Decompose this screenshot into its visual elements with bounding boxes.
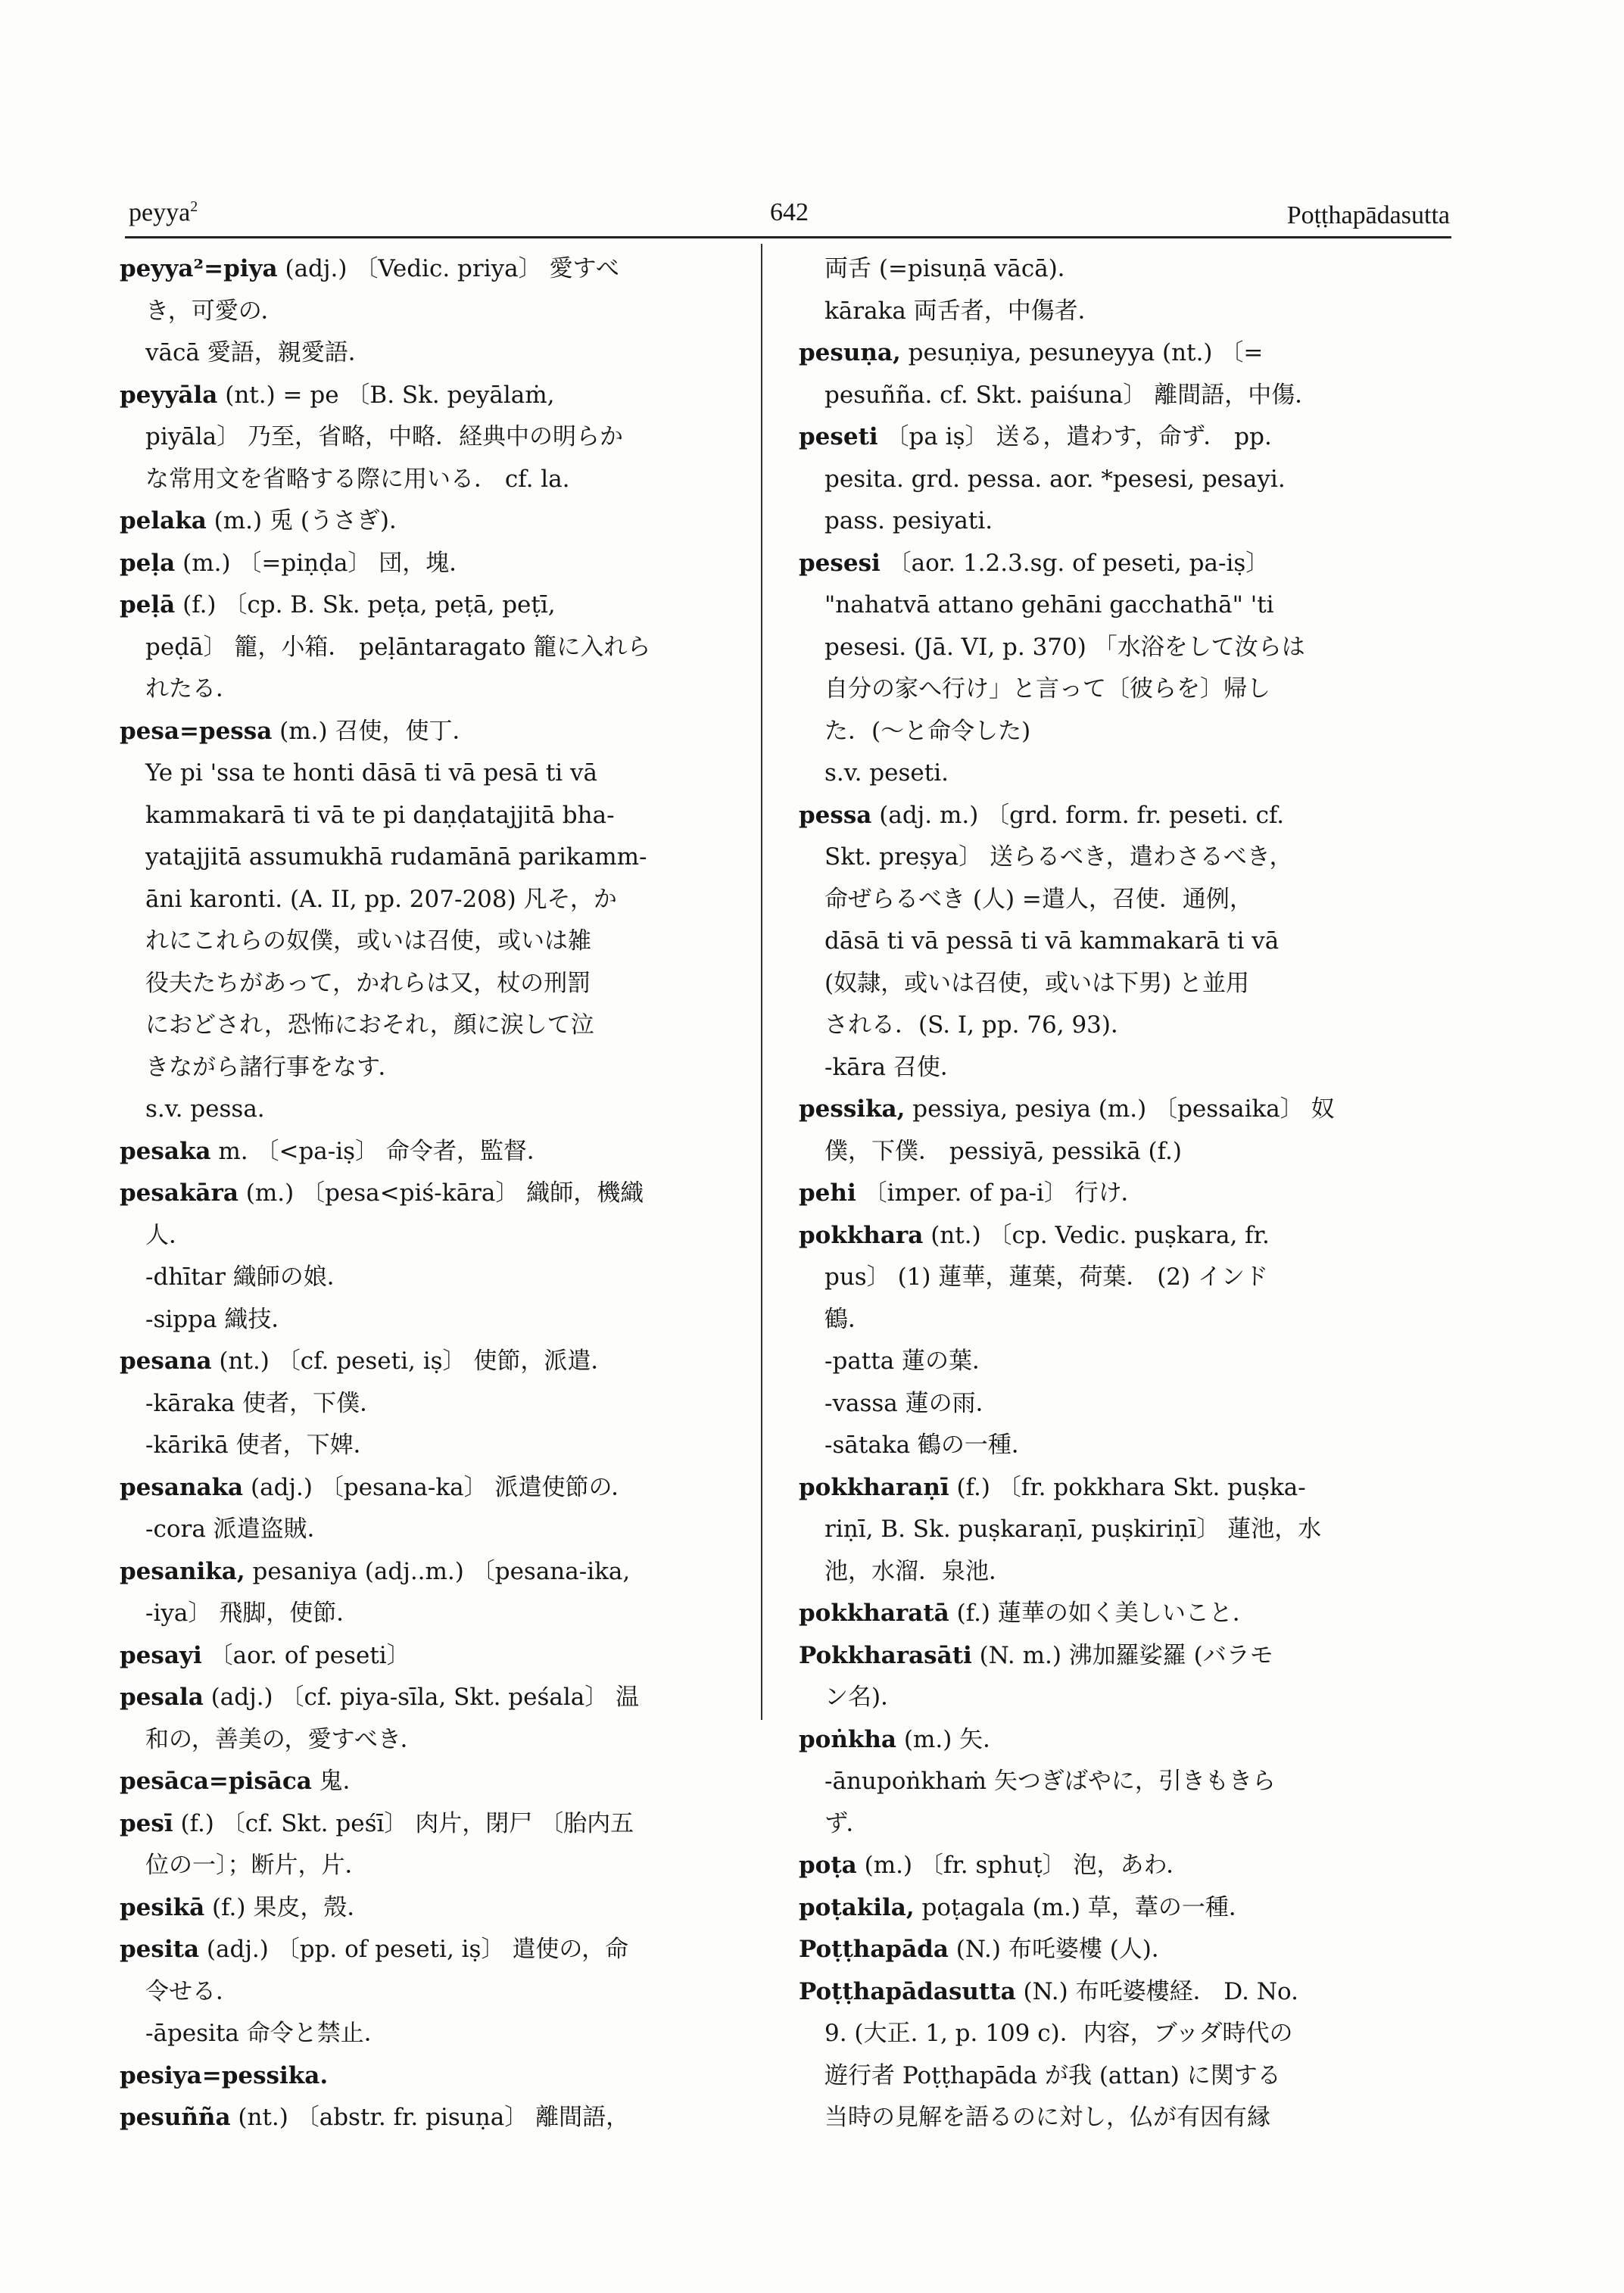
entry-continuation-line: ン名)．: [824, 1684, 905, 1711]
entry-continuation-line: pass. pesiyati.: [824, 507, 993, 534]
entry-continuation-line: kammakarā ti vā te pi daṇḍatajjitā bha-: [145, 801, 615, 829]
left-column: [120, 248, 733, 2139]
dictionary-entry-line: pesesi 〔aor. 1.2.3.sg. of peseti, pa-iṣ〕: [799, 549, 1270, 577]
page-number: 642: [770, 198, 809, 226]
entry-continuation-line: 当時の見解を語るのに対し，仏が有因有縁: [824, 2104, 1270, 2131]
dictionary-entry-line: poṭa (m.) 〔fr. sphuṭ〕 泡，あわ．: [799, 1852, 1190, 1879]
headword: pesita: [120, 1936, 200, 1963]
dictionary-entry-line: pesa=pessa (m.) 召使，使丁．: [120, 717, 476, 745]
headword: pehi: [799, 1179, 856, 1207]
dictionary-entry-line: peḷa (m.) 〔=piṇḍa〕 団，塊．: [120, 549, 473, 577]
dictionary-entry-line: pesanaka (adj.) 〔pesana-ka〕 派遣使節の．: [120, 1473, 635, 1501]
entry-continuation-line: dāsā ti vā pessā ti vā kammakarā ti vā: [824, 927, 1280, 955]
dictionary-entry-line: pokkharaṇī (f.) 〔fr. pokkhara Skt. puṣka-: [799, 1473, 1306, 1501]
dictionary-entry-line: poṭakila, poṭagala (m.) 草，葦の一種．: [799, 1893, 1252, 1921]
entry-continuation-line: れたる．: [145, 675, 239, 703]
dictionary-entry-line: pesuṇa, pesuṇiya, pesuneyya (nt.) 〔=: [799, 339, 1264, 366]
entry-continuation-line: peḍā〕 籠，小箱． peḷāntaragato 籠に入れら: [145, 633, 651, 661]
dictionary-entry-line: [120, 2055, 733, 2098]
dictionary-entry-line: pesayi 〔aor. of peseti〕: [120, 1641, 410, 1669]
headword: pokkharaṇī: [799, 1473, 949, 1501]
entry-continuation-line: 命ぜらるべき (人) =遣人，召使．通例，: [824, 885, 1253, 913]
headword: poṭa: [799, 1852, 857, 1879]
dictionary-entry-line: peyyāla (nt.) = pe 〔B. Sk. peyālaṁ,: [120, 381, 555, 409]
entry-continuation-line: riṇī, B. Sk. puṣkaraṇī, puṣkiriṇī〕 蓮池，水: [824, 1516, 1322, 1543]
entry-continuation-line: される．(S. I, pp. 76, 93)．: [824, 1011, 1134, 1039]
entry-continuation-line: piyāla〕 乃至，省略，中略．経典中の明らか: [145, 423, 624, 450]
entry-continuation-line: れにこれらの奴僕，或いは召使，或いは雑: [145, 927, 591, 955]
entry-continuation-line: Ye pi 'ssa te honti dāsā ti vā pesā ti vā: [145, 759, 598, 787]
dictionary-entry-line: pehi 〔imper. of pa-i〕 行け．: [799, 1179, 1145, 1207]
headword: peḷā: [120, 591, 176, 618]
entry-continuation-line: "nahatvā attano gehāni gacchathā" 'ti: [824, 591, 1274, 618]
header-rule: [125, 236, 1451, 238]
headword: pesaka: [120, 1137, 211, 1165]
entry-continuation-line: -iya〕 飛脚，使節．: [145, 1600, 360, 1627]
headword: peseti: [799, 423, 878, 450]
sub-entry-line: -cora 派遣盗賊．: [145, 1516, 331, 1543]
dictionary-entry-line: pelaka (m.) 兎 (うさぎ)．: [120, 507, 413, 534]
sub-entry-line: vācā 愛語，親愛語．: [145, 339, 372, 366]
headword: pesala: [120, 1684, 204, 1711]
entry-continuation-line: pesita. grd. pessa. aor. *pesesi, pesayi.: [824, 465, 1286, 493]
dictionary-entry-line: pesāca=pisāca 鬼．: [120, 1768, 366, 1795]
sub-entry-line: -ānupoṅkhaṁ 矢つぎばやに，引きもきら: [824, 1768, 1276, 1795]
sub-entry-line: -patta 蓮の葉．: [824, 1347, 996, 1375]
sub-entry-line: -āpesita 命令と禁止．: [145, 2020, 388, 2047]
entry-continuation-line: ず．: [824, 1809, 870, 1837]
entry-continuation-line: pesuñña. cf. Skt. paiśuna〕 離間語，中傷．: [824, 381, 1319, 409]
running-head-left: peyya$^2$: [129, 198, 198, 227]
sub-entry-line: -sippa 織技．: [145, 1305, 295, 1333]
dictionary-entry-line: pesaka m. 〔<pa-iṣ〕 命令者，監督．: [120, 1137, 550, 1165]
headword: pesikā: [120, 1893, 205, 1921]
dictionary-entry-line: pesuñña (nt.) 〔abstr. fr. pisuṇa〕 離間語，: [120, 2104, 630, 2131]
dictionary-entry-line: pesikā (f.) 果皮，殼．: [120, 1893, 371, 1921]
dictionary-entry-line: pesī (f.) 〔cf. Skt. peśī〕 肉片，閉尸 〔胎内五: [120, 1809, 634, 1837]
headword: pesesi: [799, 549, 881, 577]
dictionary-entry-line: pessa (adj. m.) 〔grd. form. fr. peseti. cf.: [799, 801, 1285, 829]
sub-entry-line: -kāraka 使者，下僕．: [145, 1389, 384, 1417]
dictionary-entry-line: Poṭṭhapāda (N.) 布吒婆樓 (人)．: [799, 1936, 1175, 1963]
sub-entry-line: -kāra 召使．: [824, 1053, 964, 1081]
dictionary-entry-line: pesanika, pesaniya (adj..m.) 〔pesana-ika,: [120, 1557, 631, 1585]
sub-entry-line: kāraka 両舌者，中傷者．: [824, 297, 1102, 325]
headword: Pokkharasāti: [799, 1641, 972, 1669]
headword: pesī: [120, 1809, 173, 1837]
entry-continuation-line: 人．: [145, 1221, 192, 1249]
headword: pesuṇa,: [799, 339, 901, 366]
dictionary-entry-line: pesita (adj.) 〔pp. of peseti, iṣ〕 遣使の，命: [120, 1936, 629, 1963]
headword: pessika,: [799, 1095, 906, 1123]
entry-continuation-line: (奴隷，或いは召使，或いは下男) と並用: [824, 969, 1250, 997]
headword: pesana: [120, 1347, 212, 1375]
headword: pesuñña: [120, 2104, 231, 2131]
headword: poṅkha: [799, 1725, 896, 1753]
entry-continuation-line: 和の，善美の，愛すべき．: [145, 1725, 424, 1753]
headword: pokkharatā: [799, 1600, 949, 1627]
headword: pokkhara: [799, 1221, 924, 1249]
dictionary-entry-line: pokkharatā (f.) 蓮華の如く美しいこと．: [799, 1600, 1256, 1627]
headword: pessa: [799, 801, 872, 829]
headword: pesayi: [120, 1641, 202, 1669]
entry-continuation-line: s.v. peseti.: [824, 759, 949, 787]
headword: peḷa: [120, 549, 176, 577]
dictionary-entry-line: pesala (adj.) 〔cf. piya-sīla, Skt. peśala〕 温: [120, 1684, 640, 1711]
entry-continuation-line: s.v. pessa.: [145, 1095, 265, 1123]
entry-continuation-line: 僕，下僕． pessiyā, pessikā (f.): [824, 1137, 1182, 1165]
headword: peyyāla: [120, 381, 218, 409]
dictionary-entry-line: pesana (nt.) 〔cf. peseti, iṣ〕 使節，派遣．: [120, 1347, 615, 1375]
dictionary-entry-line: peyya²=piya (adj.) 〔Vedic. priya〕 愛すべ: [120, 255, 619, 282]
headword: pesanika,: [120, 1557, 245, 1585]
headword: Poṭṭhapāda: [799, 1936, 949, 1963]
dictionary-entry-line: poṅkha (m.) 矢．: [799, 1725, 1007, 1753]
entry-continuation-line: 役夫たちがあって，かれらは又，杖の刑罰: [145, 969, 591, 997]
entry-continuation-line: 令せる．: [145, 1977, 239, 2005]
entry-continuation-line: きながら諸行事をなす．: [145, 1053, 402, 1081]
entry-continuation-line: Skt. preṣya〕 送らるべき，遣わさるべき，: [824, 843, 1293, 871]
dictionary-entry-line: pessika, pessiya, pesiya (m.) 〔pessaika〕 奴: [799, 1095, 1335, 1123]
entry-continuation-line: 位の一〕；断片，片．: [145, 1852, 369, 1879]
dictionary-entry-line: pesakāra (m.) 〔pesa<piś-kāra〕 織師，機織: [120, 1179, 644, 1207]
headword: pesāca=pisāca: [120, 1768, 312, 1795]
dictionary-entry-line: Poṭṭhapādasutta (N.) 布吒婆樓経． D. No.: [799, 1977, 1298, 2005]
sub-entry-line: -sātaka 鶴の一種．: [824, 1432, 1035, 1459]
entry-continuation-line: な常用文を省略する際に用いる． cf. la.: [145, 465, 570, 493]
dictionary-entry-line: peseti 〔pa iṣ〕 送る，遣わす，命ず． pp.: [799, 423, 1272, 450]
sub-entry-line: -kārikā 使者，下婢．: [145, 1432, 377, 1459]
entry-continuation-line: pus〕 (1) 蓮華，蓮葉，荷葉． (2) インド: [824, 1263, 1268, 1291]
running-head-right: Poṭṭhapādasutta: [1286, 201, 1450, 229]
headword: pesanaka: [120, 1473, 244, 1501]
entry-continuation-line: 鶴．: [824, 1305, 871, 1333]
entry-continuation-line: 9. (大正. 1, p. 109 c)．内容，ブッダ時代の: [824, 2020, 1293, 2047]
headword: poṭakila,: [799, 1893, 915, 1921]
sub-entry-line: -vassa 蓮の雨．: [824, 1389, 999, 1417]
dictionary-entry-line: Pokkharasāti (N. m.) 沸加羅娑羅 (バラモ: [799, 1641, 1273, 1669]
entry-continuation-line: pesesi. (Jā. VI, p. 370) 「水浴をして汝らは: [824, 633, 1305, 661]
page-header: [129, 198, 1450, 236]
column-divider: [761, 244, 762, 1720]
entry-continuation-line: āni karonti. (A. II, pp. 207-208) 凡そ，か: [145, 885, 617, 913]
dictionary-entry-line: pokkhara (nt.) 〔cp. Vedic. puṣkara, fr.: [799, 1221, 1270, 1249]
headword: pesakāra: [120, 1179, 238, 1207]
headword: peyya²=piya: [120, 255, 278, 282]
entry-continuation-line: 遊行者 Poṭṭhapāda が我 (attan) に関する: [824, 2061, 1281, 2089]
sub-entry-line: -dhītar 織師の娘．: [145, 1263, 351, 1291]
entry-continuation-line: におどされ，恐怖におそれ，顔に涙して泣: [145, 1011, 594, 1039]
entry-continuation-line: 両舌 (=pisuṇā vācā)．: [824, 255, 1081, 282]
headword: pesiya=pessika.: [120, 2061, 329, 2089]
entry-continuation-line: 池，水溜．泉池．: [824, 1557, 1012, 1585]
entry-continuation-line: 自分の家へ行け」と言って〔彼らを〕帰し: [824, 675, 1270, 703]
headword: pelaka: [120, 507, 207, 534]
entry-continuation-line: き，可愛の．: [145, 297, 285, 325]
right-column: [799, 248, 1420, 2139]
entry-continuation-line: yatajjitā assumukhā rudamānā parikamm-: [145, 843, 647, 871]
headword: Poṭṭhapādasutta: [799, 1977, 1016, 2005]
dictionary-entry-line: peḷā (f.) 〔cp. B. Sk. peṭa, peṭā, peṭī,: [120, 591, 556, 618]
headword: pesa=pessa: [120, 717, 273, 745]
entry-continuation-line: た．(～と命令した): [824, 717, 1031, 745]
